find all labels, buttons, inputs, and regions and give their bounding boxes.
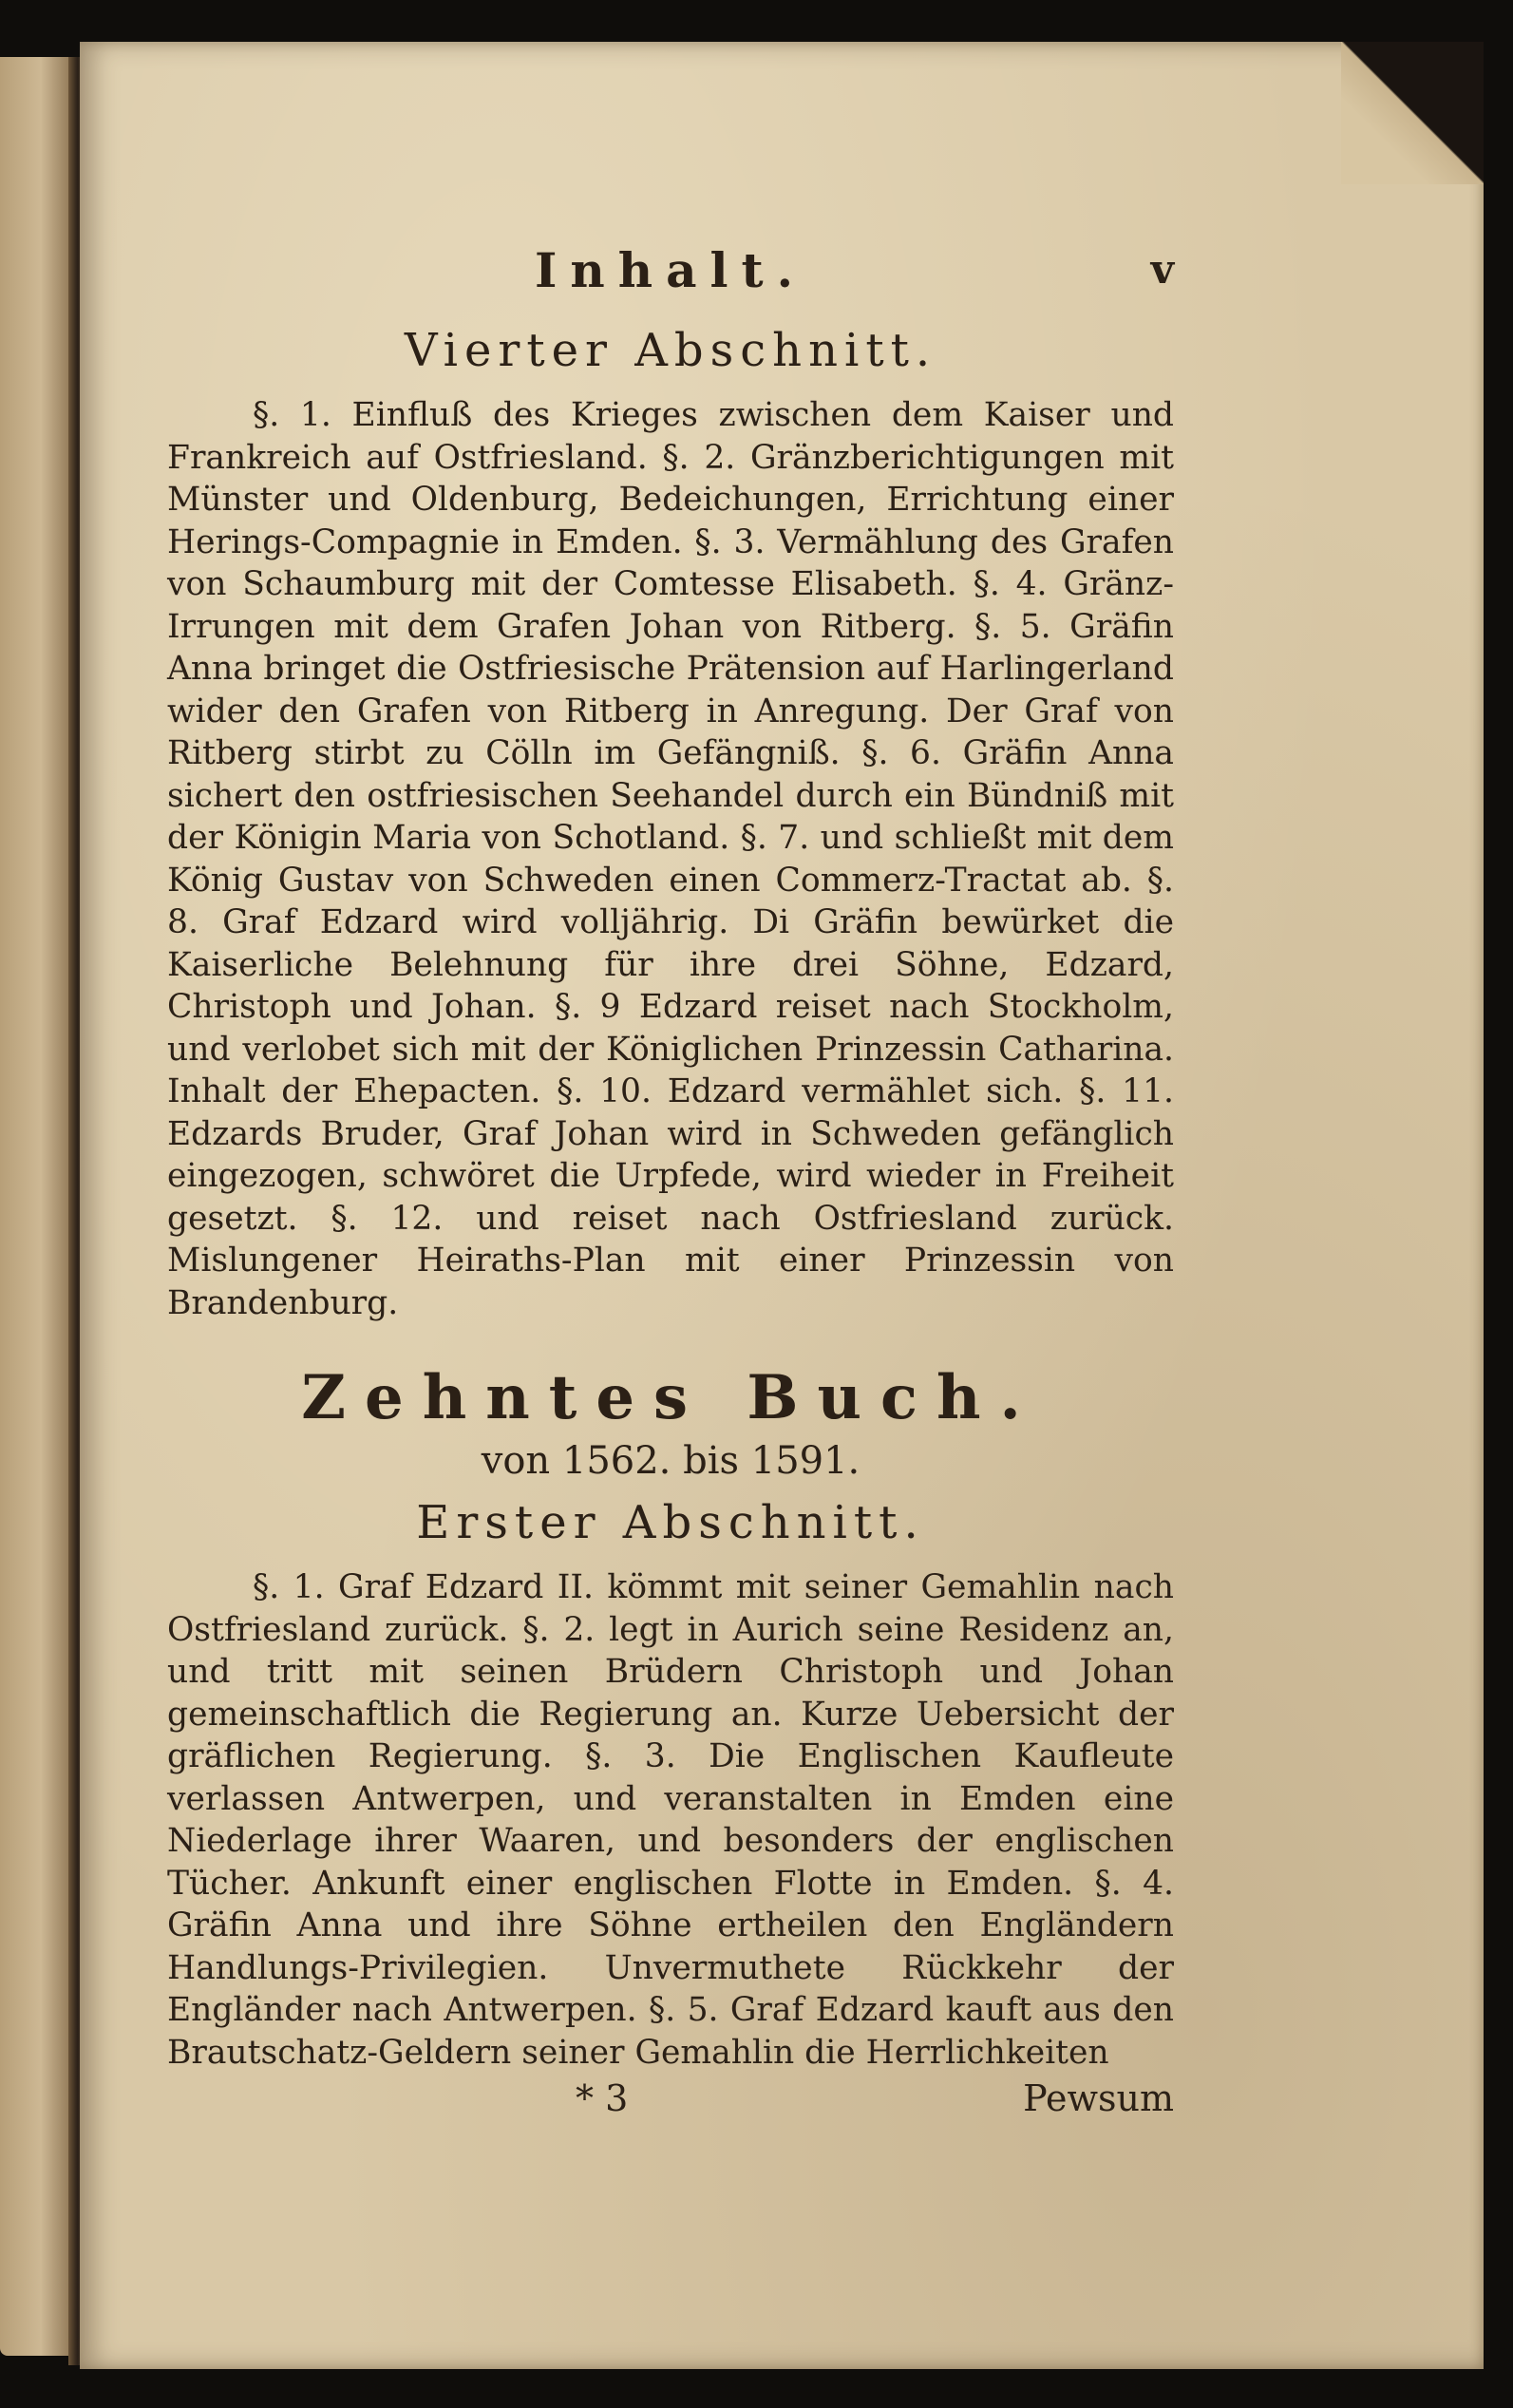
running-title: Inhalt. bbox=[535, 242, 806, 298]
signature-mark: * 3 bbox=[576, 2077, 629, 2119]
page-number: v bbox=[1150, 246, 1174, 293]
left-page-edge bbox=[0, 57, 74, 2356]
page-footer bbox=[167, 2077, 1174, 2125]
section-heading-fourth: Vierter Abschnitt. bbox=[404, 324, 937, 377]
section-summary-first: §. 1. Graf Edzard II. kömmt mit seiner Gemahlin nach Ostfriesland zurück. §. 2. legt in Aurich seine Residenz an, und tritt mit seinen Brüdern Christoph und Johan gemeinschaftlich die Regierung an. Kurze Uebersicht der gräflichen Regierung. §. 3. Die Englischen Kaufleute verlassen Antwerpen, und veranstalten in Emden eine Niederlage ihrer Waaren, und besonders der englischen Tücher. Ankunft einer englischen Flotte in Emden. §. 4. Gräfin Anna und ihre Söhne ertheilen den Engländern Handlungs-Privilegien. Unvermuthete Rückkehr der Engländer nach Antwerpen. §. 5. Graf Edzard kauft aus den Brautschatz-Geldern seiner Gemahlin die Herrlichkeiten bbox=[167, 1568, 1174, 2072]
section-heading-first: Erster Abschnitt. bbox=[416, 1496, 925, 1549]
book-heading: Zehntes Buch. bbox=[301, 1362, 1040, 1433]
folded-page-corner bbox=[1341, 42, 1484, 184]
page-content bbox=[167, 242, 1174, 2125]
section-summary-fourth: §. 1. Einfluß des Krieges zwischen dem Kaiser und Frankreich auf Ostfriesland. §. 2. Gränzberichtigungen mit Münster und Oldenburg, Bedeichungen, Errichtung einer Herings-Compagnie in Emden. §. 3. Vermählung des Grafen von Schaumburg mit der Comtesse Elisabeth. §. 4. Gränz-Irrungen mit dem Grafen Johan von Ritberg. §. 5. Gräfin Anna bringet die Ostfriesische Prätension auf Harlingerland wider den Grafen von Ritberg in Anregung. Der Graf von Ritberg stirbt zu Cölln im Gefängniß. §. 6. Gräfin Anna sichert den ostfriesischen Seehandel durch ein Bündniß mit der Königin Maria von Schotland. §. 7. und schließt mit dem König Gustav von Schweden einen Commerz-Tractat ab. §. 8. Graf Edzard wird volljährig. Di Gräfin bewürket die Kaiserliche Belehnung für ihre drei Söhne, Edzard, Christoph und Johan. §. 9 Edzard reiset nach Stockholm, und verlobet sich mit der Königlichen Prinzessin Catharina. Inhalt der Ehepacten. §. 10. Edzard vermählet sich. §. 11. Edzards Bruder, Graf Johan wird in Schweden gefänglich eingezogen, schwöret die Urpfede, wird wieder in Freiheit gesetzt. §. 12. und reiset nach Ostfriesland zurück. Mislungener Heiraths-Plan mit einer Prinzessin von Brandenburg. bbox=[167, 396, 1174, 1322]
running-head bbox=[167, 242, 1174, 309]
book-year-range: von 1562. bis 1591. bbox=[481, 1439, 861, 1483]
catchword: Pewsum bbox=[1023, 2077, 1174, 2119]
